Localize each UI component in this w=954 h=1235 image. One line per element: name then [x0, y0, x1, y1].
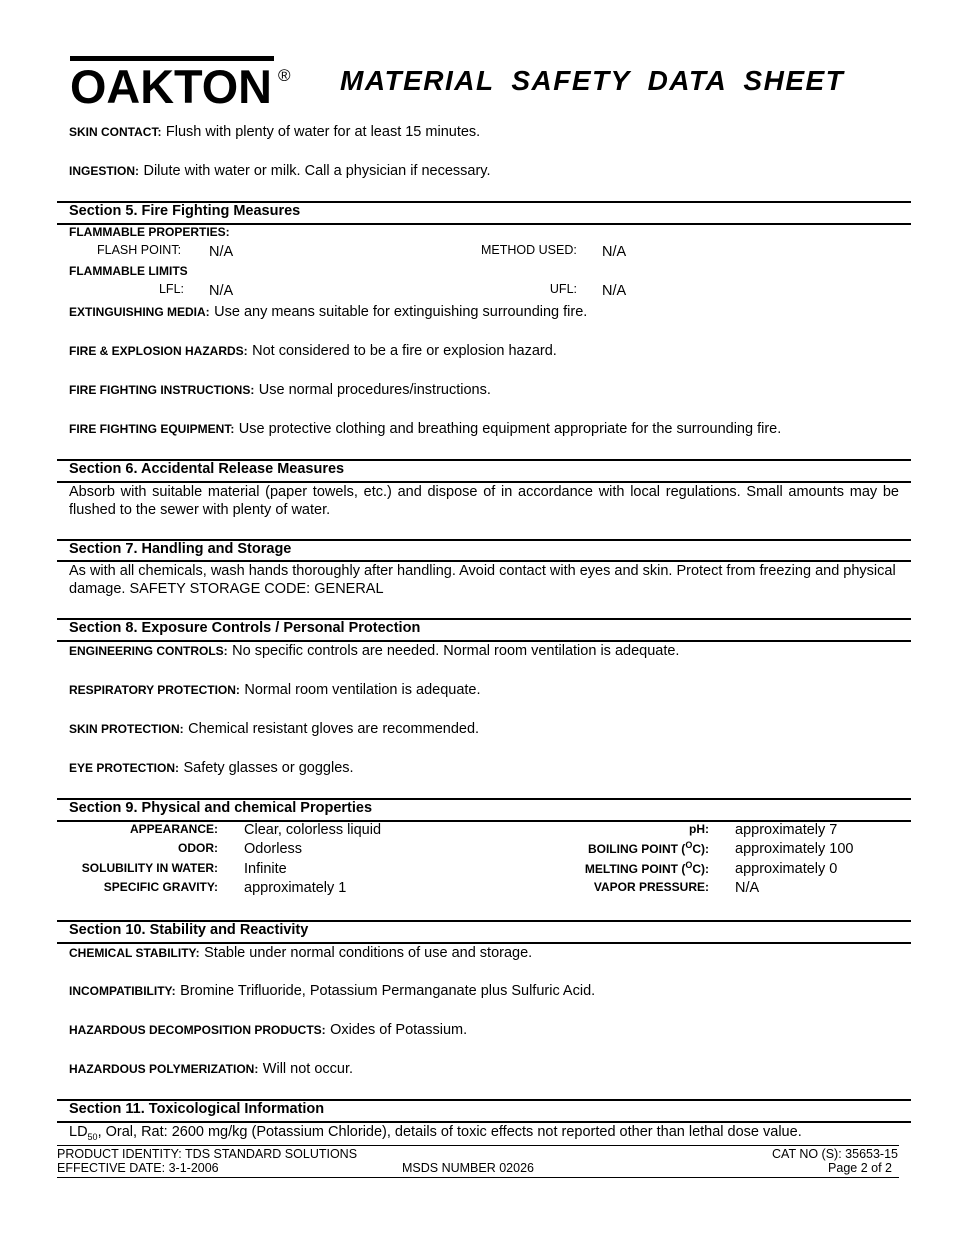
flammable-properties-label: FLAMMABLE PROPERTIES: — [69, 225, 230, 239]
document-title: MATERIAL SAFETY DATA SHEET — [340, 65, 845, 96]
section-6-text: Absorb with suitable material (paper towels, etc.) and dispose of in accordance with local regulations. Small amounts may be flushed to the sewer with plenty of water. — [69, 484, 899, 518]
polymerization-row — [69, 1060, 353, 1078]
ingestion-label: INGESTION: — [69, 164, 140, 178]
melting-point-label: MELTING POINT ($^O$C): — [584, 860, 709, 876]
fire-explosion-label: FIRE & EXPLOSION HAZARDS: — [69, 344, 248, 358]
respiratory-protection-value: Normal room ventilation is adequate. — [244, 682, 481, 698]
footer-msds-number: MSDS NUMBER 02026 — [402, 1161, 534, 1175]
method-used-label: METHOD USED: — [481, 243, 577, 257]
engineering-controls-value: No specific controls are needed. Normal room ventilation is adequate. — [232, 643, 680, 659]
extinguishing-media-row — [69, 303, 587, 321]
ff-equipment-label: FIRE FIGHTING EQUIPMENT: — [69, 422, 235, 436]
logo-text: OAKTON — [70, 60, 272, 106]
skin-protection-label: SKIN PROTECTION: — [69, 722, 184, 736]
engineering-controls-label: ENGINEERING CONTROLS: — [69, 644, 228, 658]
lfl-value: N/A — [209, 283, 234, 299]
respiratory-protection-label: RESPIRATORY PROTECTION: — [69, 683, 240, 697]
registered-mark: ® — [278, 66, 291, 85]
footer-effective-date: EFFECTIVE DATE: 3-1-2006 — [57, 1161, 219, 1175]
vapor-pressure-label: VAPOR PRESSURE: — [593, 880, 709, 894]
section-7-title: Section 7. Handling and Storage — [69, 541, 292, 557]
footer-page-number: Page 2 of 2 — [828, 1161, 892, 1175]
footer-bottom-rule — [57, 1177, 899, 1178]
section-5-title: Section 5. Fire Fighting Measures — [69, 203, 301, 219]
ufl-label: UFL: — [549, 282, 577, 296]
footer-product-identity: PRODUCT IDENTITY: TDS STANDARD SOLUTIONS — [57, 1147, 358, 1161]
flash-point-label: FLASH POINT: — [97, 243, 182, 257]
polymerization-label: HAZARDOUS POLYMERIZATION: — [69, 1062, 259, 1076]
ff-instructions-row — [69, 381, 491, 399]
fire-explosion-row — [69, 342, 557, 360]
oakton-logo — [70, 56, 291, 111]
appearance-label: APPEARANCE: — [129, 822, 218, 836]
eye-protection-value: Safety glasses or goggles. — [183, 760, 354, 776]
ingestion-row — [69, 162, 491, 180]
melting-point-value: approximately 0 — [735, 861, 838, 877]
extinguishing-media-label: EXTINGUISHING MEDIA: — [69, 305, 210, 319]
flammable-limits-label: FLAMMABLE LIMITS — [69, 264, 188, 278]
section-11-title: Section 11. Toxicological Information — [69, 1101, 325, 1117]
ff-instructions-value: Use normal procedures/instructions. — [258, 382, 491, 398]
skin-contact-label: SKIN CONTACT: — [69, 125, 162, 139]
chemical-stability-label: CHEMICAL STABILITY: — [69, 946, 200, 960]
vapor-pressure-value: N/A — [735, 880, 760, 896]
section-7-text: As with all chemicals, wash hands thoroughly after handling. Avoid contact with eyes and skin. Protect from freezing and physical damage. SAFETY STORAGE CODE: GENERAL — [69, 563, 896, 597]
ff-equipment-row — [69, 420, 781, 438]
ph-value: approximately 7 — [735, 822, 838, 838]
decomposition-value: Oxides of Potassium. — [330, 1022, 468, 1038]
boiling-point-label: BOILING POINT ($^O$C): — [587, 840, 709, 856]
extinguishing-media-value: Use any means suitable for extinguishing surrounding fire. — [214, 304, 588, 320]
incompatibility-value: Bromine Trifluoride, Potassium Permanganate plus Sulfuric Acid. — [180, 983, 596, 999]
solubility-label: SOLUBILITY IN WATER: — [81, 861, 218, 875]
skin-contact-row — [69, 123, 480, 141]
ff-equipment-value: Use protective clothing and breathing equipment appropriate for the surrounding fire. — [238, 421, 782, 437]
decomposition-row — [69, 1021, 467, 1039]
section-9-title: Section 9. Physical and chemical Properties — [69, 800, 373, 816]
eye-protection-row — [69, 759, 354, 777]
ff-instructions-label: FIRE FIGHTING INSTRUCTIONS: — [69, 383, 255, 397]
engineering-controls-row — [69, 642, 679, 660]
appearance-value: Clear, colorless liquid — [244, 822, 382, 838]
section-8-title: Section 8. Exposure Controls / Personal Protection — [69, 620, 421, 636]
footer-top-rule — [57, 1145, 899, 1146]
lfl-label: LFL: — [158, 282, 184, 296]
chemical-stability-row — [69, 944, 532, 962]
chemical-stability-value: Stable under normal conditions of use and storage. — [204, 945, 533, 961]
skin-protection-row — [69, 720, 479, 738]
section-10-title: Section 10. Stability and Reactivity — [69, 922, 309, 938]
fire-explosion-value: Not considered to be a fire or explosion hazard. — [252, 343, 557, 359]
ufl-value: N/A — [602, 283, 627, 299]
section-11-bottom-rule — [57, 1121, 911, 1123]
ld50-text: $LD_{50}$, Oral, Rat: 2600 mg/kg (Potassium Chloride), details of toxic effects not reported other than lethal dose value. — [69, 1124, 802, 1142]
oakton-logo-mark — [70, 56, 285, 106]
flash-point-value: N/A — [209, 244, 234, 260]
polymerization-value: Will not occur. — [262, 1061, 354, 1077]
specific-gravity-label: SPECIFIC GRAVITY: — [103, 880, 218, 894]
eye-protection-label: EYE PROTECTION: — [69, 761, 180, 775]
skin-contact-value: Flush with plenty of water for at least 15 minutes. — [165, 124, 481, 140]
respiratory-protection-row — [69, 681, 481, 699]
ingestion-value: Dilute with water or milk. Call a physician if necessary. — [143, 163, 491, 179]
method-used-value: N/A — [602, 244, 627, 260]
skin-protection-value: Chemical resistant gloves are recommended. — [188, 721, 480, 737]
specific-gravity-value: approximately 1 — [244, 880, 347, 896]
decomposition-label: HAZARDOUS DECOMPOSITION PRODUCTS: — [69, 1023, 326, 1037]
solubility-value: Infinite — [244, 861, 287, 877]
section-6-title: Section 6. Accidental Release Measures — [69, 461, 345, 477]
odor-value: Odorless — [244, 841, 303, 857]
odor-label: ODOR: — [178, 841, 218, 855]
incompatibility-row — [69, 982, 595, 1000]
footer-cat-no: CAT NO (S): 35653-15 — [772, 1147, 898, 1161]
incompatibility-label: INCOMPATIBILITY: — [69, 984, 176, 998]
boiling-point-value: approximately 100 — [735, 841, 854, 857]
ph-label: pH: — [689, 822, 709, 836]
